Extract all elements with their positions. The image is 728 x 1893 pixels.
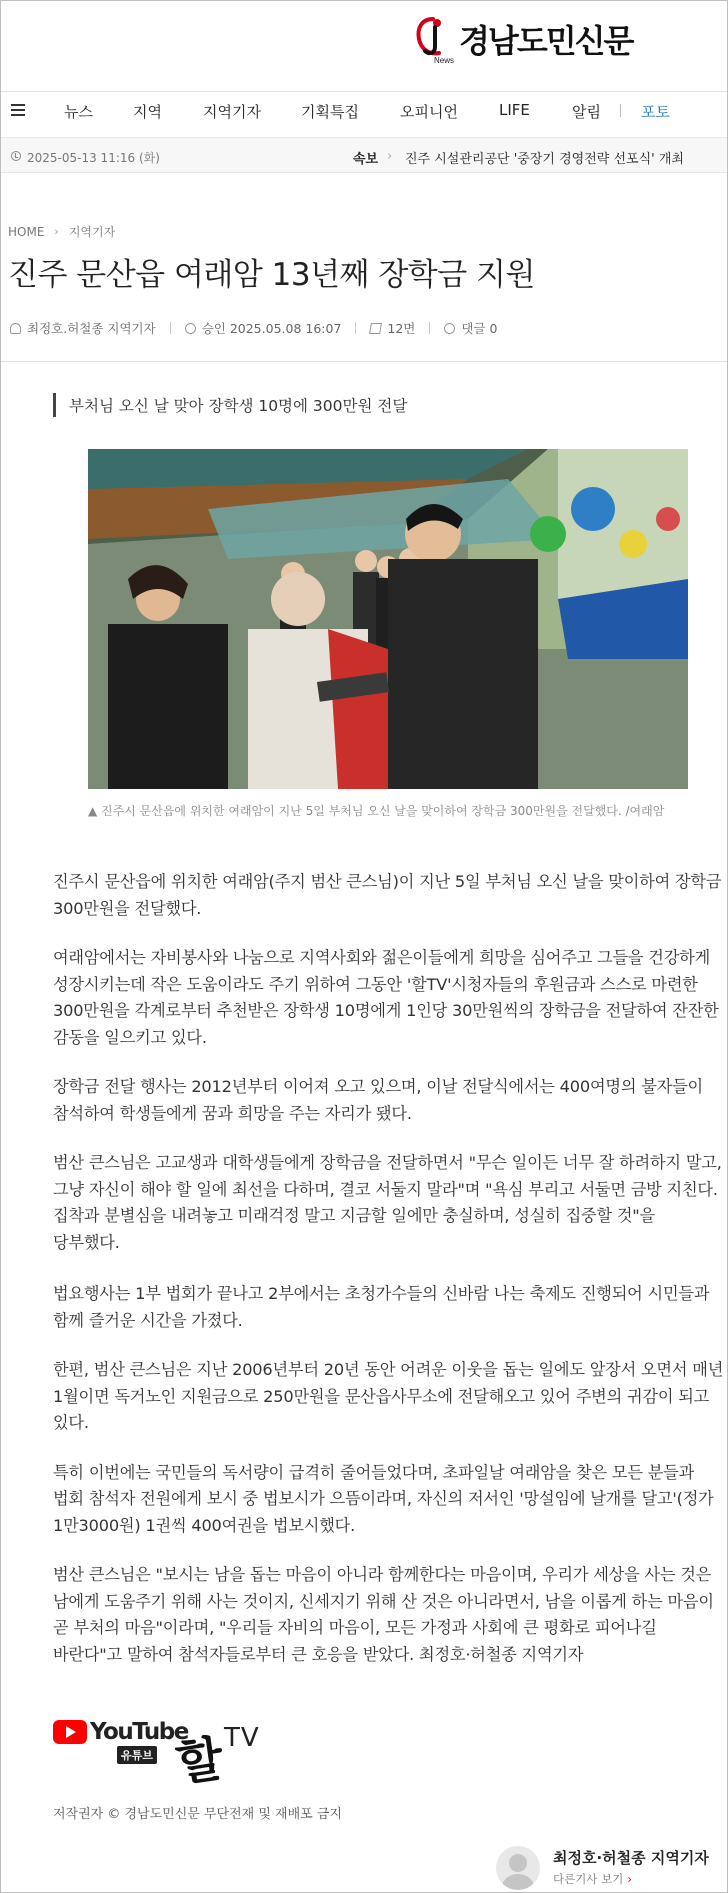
main-nav <box>1 91 728 127</box>
other-articles-label: 다른기사 보기 <box>553 1872 624 1886</box>
breadcrumb-home[interactable]: HOME <box>8 224 45 239</box>
logo-text: 경남도민신문 <box>459 22 633 60</box>
avatar <box>496 1846 540 1890</box>
hal-tv-logo-script[interactable]: 할 <box>172 1731 221 1793</box>
article-photo[interactable] <box>88 449 688 789</box>
youtube-play-icon <box>53 1720 87 1744</box>
article-page: 12면 <box>387 321 416 336</box>
article-paragraph: 범산 큰스님은 "보시는 남을 돕는 마음이 아니라 함께한다는 마음이며, 우리가 세상을 사는 것은 남에게 도움주기 위해 사는 것이지, 신세지기 위해 산 것은 아니라면서, 남을 이롭게 하는 마음이 곧 부처의 마음"이라며, "우리들 자비의 마음이, 모든 가정과 사회에 큰 평화로 피어나길 바란다"고 말하여 참석자들로부터 큰 호응을 받았다. 최정호·허철종 지역기자 <box>53 1565 714 1664</box>
article-subtitle: 부처님 오신 날 맞아 장학생 10명에 300만원 전달 <box>53 393 407 417</box>
breaking-label: 속보 <box>353 152 379 167</box>
breadcrumb-section[interactable]: 지역기자 <box>68 225 116 239</box>
article-paragraph: 진주시 문산읍에 위치한 여래암(주지 범산 큰스님)이 지난 5일 부처님 오신 날을 맞이하여 장학금 300만원을 전달했다. <box>53 872 722 918</box>
breadcrumb <box>8 223 115 240</box>
article-approved-date: 승인 2025.05.08 16:07 <box>201 321 342 336</box>
clock-icon <box>185 323 196 334</box>
user-icon <box>10 323 21 334</box>
site-header <box>1 1 728 85</box>
article-paragraph: 법요행사는 1부 법회가 끝나고 2부에서는 초청가수들의 신바람 나는 축제도 진행되어 시민들과 함께 즐거운 시간을 가졌다. <box>53 1284 710 1330</box>
logo-small-text: News <box>434 56 455 65</box>
chevron-right-icon: › <box>627 1872 632 1886</box>
nav-item-life[interactable]: LIFE <box>499 101 530 119</box>
article-paragraph: 범산 큰스님은 고교생과 대학생들에게 장학금을 전달하면서 "무슨 일이든 너무 잘 하려하지 말고, 그냥 자신이 해야 할 일에 최선을 다하며, 결코 서둘지 말라"며 "욕심 부리고 서둘면 금방 지친다. 집착과 분별심을 내려놓고 미래걱정 말고 지금할 일에만 충실하며, 성실히 집중할 것"을 당부했다. <box>53 1153 722 1252</box>
youtube-korean-label: 유튜브 <box>117 1746 157 1764</box>
hal-tv-logo-tv: TV <box>224 1723 260 1753</box>
article-paragraph: 장학금 전달 행사는 2012년부터 이어져 오고 있으며, 이날 전달식에서는 400여명의 불자들이 참석하여 학생들에게 꿈과 희망을 주는 자리가 됐다. <box>53 1077 703 1123</box>
breaking-news-ticker <box>1 137 728 173</box>
article-comment-count[interactable]: 댓글 0 <box>461 321 498 336</box>
meta-divider <box>429 322 430 334</box>
nav-item-feature[interactable]: 기획특집 <box>301 103 359 121</box>
chevron-right-icon: › <box>387 149 393 164</box>
current-date: 2025-05-13 11:16 (화) <box>27 151 160 165</box>
article-author[interactable]: 최정호.허철종 지역기자 <box>27 321 156 336</box>
article-paragraph: 한편, 범산 큰스님은 지난 2006년부터 20년 동안 어려운 이웃을 돕는 일에도 앞장서 오면서 매년 1월이면 독거노인 지원금으로 250만원을 문산읍사무소에 전달해오고 있어 주변의 귀감이 되고 있다. <box>53 1360 724 1432</box>
nav-item-notice[interactable]: 알림 <box>572 103 601 121</box>
breaking-headline-link[interactable]: 진주 시설관리공단 '중장기 경영전략 선포식' 개최 <box>405 152 684 167</box>
clock-icon <box>11 151 21 161</box>
site-logo[interactable] <box>413 11 632 67</box>
other-articles-link[interactable] <box>553 1871 632 1887</box>
nav-item-region[interactable]: 지역 <box>133 103 162 121</box>
article-paragraph: 여래암에서는 자비봉사와 나눔으로 지역사회와 젊은이들에게 희망을 심어주고 그들을 건강하게 성장시키는데 작은 도움이라도 주기 위하여 그동안 '할TV'시청자들의 후원금과 스스로 마련한 300만원을 각계로부터 추천받은 장학생 10명에게 1인당 30만원씩의 장학금을 전달하여 잔잔한 감동을 일으키고 있다. <box>53 948 719 1047</box>
article-paragraph: 특히 이번에는 국민들의 독서량이 급격히 줄어들었다며, 초파일날 여래암을 찾은 모든 분들과 법회 참석자 전원에게 보시 중 법보시가 으뜸이라며, 자신의 저서인 '망설임에 날개를 달고'(정가 1만3000원) 1권씩 400여권을 법보시했다. <box>53 1462 714 1535</box>
article-title: 진주 문산읍 여래암 13년째 장학금 지원 <box>8 257 535 293</box>
author-box <box>496 1841 728 1893</box>
author-name[interactable]: 최정호·허철종 지역기자 <box>553 1849 709 1867</box>
youtube-wordmark: YouTube <box>90 1719 188 1745</box>
photo-caption: ▲ 진주시 문산읍에 위치한 여래암이 지난 5일 부처님 오신 날을 맞이하여 장학금 300만원을 전달했다. /여래암 <box>88 804 665 818</box>
nav-item-news[interactable]: 뉴스 <box>64 103 93 121</box>
article-body <box>53 869 725 1691</box>
content-divider <box>1 361 728 362</box>
meta-divider <box>355 322 356 334</box>
logo-mark-icon <box>413 13 457 65</box>
nav-item-opinion[interactable]: 오피니언 <box>400 103 458 121</box>
meta-divider <box>170 322 171 334</box>
youtube-logo[interactable] <box>53 1719 188 1745</box>
comment-icon <box>444 323 455 334</box>
nav-item-photo[interactable]: 포토 <box>641 103 670 121</box>
nav-item-local-reporter[interactable]: 지역기자 <box>203 103 261 121</box>
nav-divider <box>620 104 621 117</box>
copyright-notice: 저작권자 © 경남도민신문 무단전재 및 재배포 금지 <box>53 1807 342 1822</box>
chevron-right-icon: › <box>54 225 59 238</box>
article-meta <box>10 319 497 337</box>
page-icon <box>369 323 382 334</box>
